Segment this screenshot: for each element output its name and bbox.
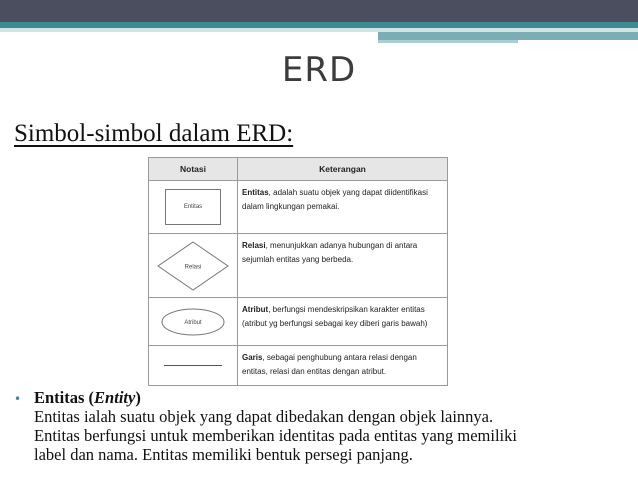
relationship-diamond-symbol <box>156 240 230 292</box>
symbol-label: Atribut <box>184 319 202 326</box>
table-row-atribut <box>149 298 448 346</box>
term-keyword: Relasi <box>242 241 266 250</box>
table-row-entitas <box>149 181 448 234</box>
bullet-marker: • <box>14 392 22 406</box>
term-description: , berfungsi mendeskripsikan karakter entitas (atribut yg berfungsi sebagai key diberi garis bawah) <box>242 305 428 328</box>
table-header-row <box>149 158 448 181</box>
bullet-heading-close: ) <box>135 388 141 407</box>
table-row-garis <box>149 346 448 386</box>
bullet-body-line: Entitas ialah suatu objek yang dapat dibedakan dengan objek lainnya. <box>34 407 494 426</box>
table-row-relasi <box>149 234 448 298</box>
description-cell <box>238 181 448 234</box>
attribute-ellipse-symbol <box>160 307 226 337</box>
symbol-label: Relasi <box>184 264 202 270</box>
bullet-body <box>34 407 634 464</box>
notation-cell <box>149 181 238 234</box>
accent-strip-thin <box>378 40 518 43</box>
description-cell <box>238 234 448 298</box>
bullet-body-line: label dan nama. Entitas memiliki bentuk persegi panjang. <box>34 445 413 464</box>
slide-title: ERD <box>281 50 357 90</box>
slide-subtitle: Simbol-simbol dalam ERD: <box>14 120 294 147</box>
bullet-heading-italic: Entity <box>94 388 136 407</box>
term-keyword: Garis <box>242 353 263 362</box>
term-keyword: Entitas <box>242 188 269 197</box>
bullet-body-line: Entitas berfungsi untuk memberikan identitas pada entitas yang memiliki <box>34 426 517 445</box>
term-description: , adalah suatu objek yang dapat diidentifikasi dalam lingkungan pemakai. <box>242 188 428 211</box>
notation-cell <box>149 234 238 298</box>
term-description: , menunjukkan adanya hubungan di antara sejumlah entitas yang berbeda. <box>242 241 418 264</box>
connector-line-symbol <box>164 365 222 366</box>
description-cell <box>238 346 448 386</box>
notation-cell <box>149 346 238 386</box>
bullet-heading <box>34 388 141 407</box>
accent-strip <box>378 32 638 40</box>
term-keyword: Atribut <box>242 305 269 314</box>
column-header-notasi: Notasi <box>149 158 238 181</box>
description-cell <box>238 298 448 346</box>
bullet-heading-text: Entitas ( <box>34 388 95 407</box>
term-description: , sebagai penghubung antara relasi dengan entitas, relasi dan entitas dengan atribut. <box>242 353 417 376</box>
erd-symbol-table <box>148 157 448 386</box>
symbol-label: Entitas <box>183 204 203 210</box>
notation-cell <box>149 298 238 346</box>
header-bar <box>0 0 638 22</box>
entity-rectangle-symbol <box>165 189 221 225</box>
column-header-keterangan: Keterangan <box>238 158 448 181</box>
